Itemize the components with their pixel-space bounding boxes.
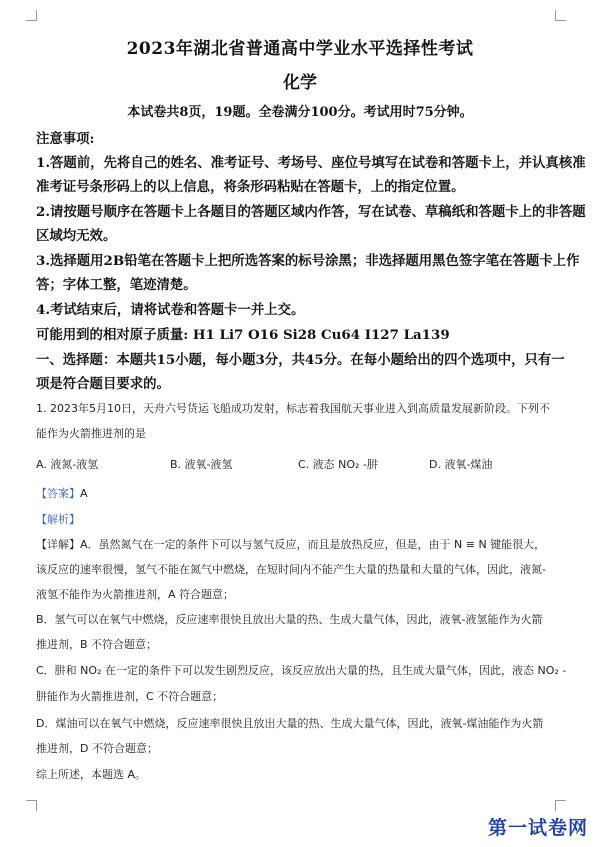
option-d: D. 液氧-煤油	[429, 458, 493, 471]
note-1-line-2: 准考证号条形码上的以上信息，将条形码粘贴在答题卡，上的指定位置。	[36, 179, 465, 195]
crop-mark-bottom-right	[555, 800, 566, 811]
exam-title: 2023年湖北省普通高中学业水平选择性考试	[126, 39, 474, 59]
option-a: A. 液氮-液氢	[36, 458, 99, 471]
detail-line-7: 肼能作为火箭推进剂，C 不符合题意；	[36, 690, 224, 703]
note-2-line-1: 2.请按题号顺序在答题卡上各题目的答题区域内作答，写在试卷、草稿纸和答题卡上的非答题	[36, 204, 586, 220]
section-heading-line-1: 一、选择题：本题共15小题，每小题3分，共45分。在每小题给出的四个选项中，只有一	[36, 352, 565, 368]
detail-line-8: D．煤油可以在氧气中燃烧，反应速率很快且放出大量的热、生成大量气体，因此，液氧-煤油能作为火箭	[36, 717, 544, 730]
question-1-stem-line-1: 1. 2023年5月10日，天舟六号货运飞船成功发射，标志着我国航天事业进入到高质量发展新阶段。下列不	[36, 402, 550, 415]
note-4: 4.考试结束后，请将试卷和答题卡一并上交。	[36, 302, 305, 318]
note-1-line-1: 1.答题前，先将自己的姓名、准考证号、考场号、座位号填写在试卷和答题卡上，并认真核准	[36, 155, 586, 171]
question-1-stem-line-2: 能作为火箭推进剂的是	[36, 427, 146, 440]
crop-mark-top-right	[555, 10, 566, 21]
detail-line-1: 【详解】A．虽然氮气在一定的条件下可以与氢气反应，而且是放热反应，但是，由于 N ≡ N 键能很大，	[36, 538, 546, 551]
crop-mark-bottom-left	[26, 800, 37, 811]
site-logo: 第一试卷网	[487, 817, 588, 839]
note-3-line-1: 3.选择题用2B铅笔在答题卡上把所选答案的标号涂黑；非选择题用黑色签字笔在答题卡上作	[36, 253, 580, 269]
detail-line-4: B．氢气可以在氧气中燃烧，反应速率很快且放出大量的热、生成大量气体，因此，液氧-液氢能作为火箭	[36, 613, 543, 626]
detail-line-6: C．肼和 NO₂ 在一定的条件下可以发生剧烈反应，该反应放出大量的热，且生成大量气体，因此，液态 NO₂ -	[36, 664, 567, 677]
answer-tag: 【答案】	[36, 487, 80, 500]
crop-mark-top-left	[26, 10, 37, 21]
atomic-masses: 可能用到的相对原子质量: H1 Li7 O16 Si28 Cu64 I127 La139	[36, 327, 450, 343]
section-heading-line-2: 项是符合题目要求的。	[36, 376, 170, 392]
answer-value: A	[80, 487, 88, 500]
detail-line-2: 该反应的速率很慢，氢气不能在氮气中燃烧，在短时间内不能产生大量的热量和大量的气体，因此，液氮-	[36, 563, 546, 576]
analysis-tag: 【解析】	[36, 513, 80, 526]
answer-line	[36, 485, 88, 501]
detail-line-5: 推进剂，B 不符合题意；	[36, 638, 158, 651]
subject-title: 化学	[283, 73, 317, 93]
note-2-line-2: 区域均无效。	[36, 228, 117, 244]
exam-info: 本试卷共8页，19题。全卷满分100分。考试用时75分钟。	[127, 105, 473, 120]
option-b: B. 液氧-液氢	[170, 458, 233, 471]
option-c: C. 液态 NO₂ -肼	[298, 458, 378, 471]
note-3-line-2: 答；字体工整，笔迹清楚。	[36, 277, 197, 293]
detail-line-3: 液氢不能作为火箭推进剂，A 符合题意；	[36, 588, 235, 601]
notes-heading: 注意事项:	[36, 131, 95, 147]
detail-line-9: 推进剂，D 不符合题意；	[36, 742, 158, 755]
detail-line-10: 综上所述，本题选 A。	[36, 768, 147, 781]
